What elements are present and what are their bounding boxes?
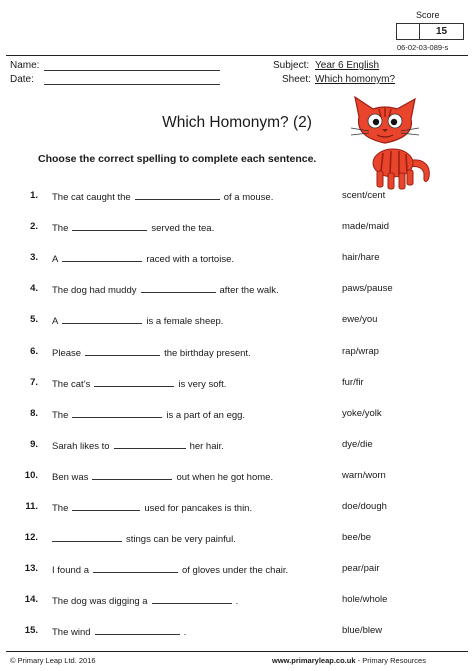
question-sentence xyxy=(52,314,223,327)
sentence-before-gap: The xyxy=(52,409,69,421)
question-sentence xyxy=(52,408,245,421)
question-sentence xyxy=(52,625,186,638)
sentence-after-gap: used for pancakes is thin. xyxy=(144,503,253,514)
question-sentence xyxy=(52,470,273,483)
footer-resources: Primary Resources xyxy=(362,656,426,665)
sentence-before-gap: I found a xyxy=(52,565,89,577)
question-row xyxy=(0,408,474,422)
top-divider xyxy=(6,55,468,56)
score-label: Score xyxy=(416,10,440,20)
sentence-before-gap: Ben was xyxy=(52,471,89,483)
question-row xyxy=(0,221,474,235)
sentence-after-gap: out when he got home. xyxy=(176,471,274,483)
sheet-label: Sheet: xyxy=(282,74,311,85)
answer-blank[interactable] xyxy=(95,625,180,635)
page-title: Which Homonym? (2) xyxy=(162,114,312,131)
answer-blank[interactable] xyxy=(52,532,122,542)
spelling-choices: yoke/yolk xyxy=(342,407,382,419)
subject-label: Subject: xyxy=(273,60,310,71)
question-number: 5. xyxy=(30,314,38,326)
bottom-divider xyxy=(6,651,468,652)
question-row xyxy=(0,439,474,453)
sentence-before-gap: A xyxy=(52,254,59,266)
question-row xyxy=(0,470,474,484)
question-number: 13. xyxy=(24,563,38,575)
answer-blank[interactable] xyxy=(72,221,147,231)
spelling-choices: warn/worn xyxy=(342,469,386,481)
spelling-choices: hair/hare xyxy=(342,252,380,264)
spelling-choices: rap/wrap xyxy=(342,345,379,357)
sentence-after-gap: the birthday present. xyxy=(164,347,251,359)
question-row xyxy=(0,532,474,546)
spelling-choices: paws/pause xyxy=(342,283,393,295)
answer-blank[interactable] xyxy=(85,346,160,356)
answer-blank[interactable] xyxy=(135,190,220,200)
sentence-after-gap: is very soft. xyxy=(178,378,227,390)
question-row xyxy=(0,563,474,577)
question-number: 8. xyxy=(30,407,38,419)
question-row xyxy=(0,314,474,328)
answer-blank[interactable] xyxy=(152,594,232,604)
question-sentence xyxy=(52,221,214,234)
question-number: 11. xyxy=(25,501,38,512)
score-box xyxy=(396,23,464,40)
sentence-before-gap: The dog had muddy xyxy=(52,285,137,297)
answer-blank[interactable] xyxy=(141,283,216,293)
date-label: Date: xyxy=(10,74,34,85)
spelling-choices: ewe/you xyxy=(342,314,378,326)
score-blank-cell xyxy=(397,24,420,39)
sentence-after-gap: of a mouse. xyxy=(223,192,274,203)
question-sentence xyxy=(52,377,226,390)
question-number: 14. xyxy=(24,594,38,606)
question-sentence xyxy=(52,563,288,576)
question-sentence xyxy=(52,594,238,607)
sentence-before-gap: The dog was digging a xyxy=(52,596,148,608)
question-number: 1. xyxy=(30,190,38,201)
question-sentence xyxy=(52,252,234,265)
spelling-choices: doe/dough xyxy=(342,501,387,512)
sentence-after-gap: is a female sheep. xyxy=(146,316,224,328)
question-sentence xyxy=(52,501,252,514)
cat-illustration-icon xyxy=(345,95,440,195)
name-field[interactable] xyxy=(44,70,220,71)
spelling-choices: pear/pair xyxy=(342,563,380,575)
question-sentence xyxy=(52,439,224,452)
question-number: 10. xyxy=(24,469,38,481)
sentence-before-gap: The xyxy=(52,223,69,235)
question-row xyxy=(0,377,474,391)
sentence-after-gap: served the tea. xyxy=(151,223,215,235)
spelling-choices: made/maid xyxy=(342,221,389,233)
spelling-choices: fur/fir xyxy=(342,376,364,388)
footer-copyright: © Primary Leap Ltd. 2016 xyxy=(10,656,96,665)
name-label: Name: xyxy=(10,60,40,71)
question-number: 7. xyxy=(30,376,38,388)
answer-blank[interactable] xyxy=(94,377,174,387)
answer-blank[interactable] xyxy=(92,470,172,480)
sheet-value: Which homonym? xyxy=(315,74,396,85)
sentence-before-gap: The xyxy=(52,503,69,514)
sentence-after-gap: of gloves under the chair. xyxy=(181,565,289,577)
subject-value: Year 6 English xyxy=(315,60,380,71)
sentence-before-gap: A xyxy=(52,316,59,328)
question-row xyxy=(0,346,474,360)
question-number: 15. xyxy=(24,625,38,637)
question-number: 4. xyxy=(30,283,38,295)
answer-blank[interactable] xyxy=(72,408,162,418)
question-row xyxy=(0,594,474,608)
answer-blank[interactable] xyxy=(62,252,142,262)
sentence-before-gap: Sarah likes to xyxy=(52,440,110,452)
sheet-code: 06-02-03-089-s xyxy=(397,43,449,52)
instructions: Choose the correct spelling to complete each sentence. xyxy=(38,153,317,165)
question-number: 2. xyxy=(30,221,38,233)
question-row xyxy=(0,625,474,639)
sentence-after-gap: raced with a tortoise. xyxy=(146,254,234,266)
question-sentence xyxy=(52,190,273,203)
spelling-choices: bee/be xyxy=(342,532,372,544)
question-number: 3. xyxy=(30,252,38,264)
question-row xyxy=(0,283,474,297)
spelling-choices: scent/cent xyxy=(342,190,386,201)
question-number: 6. xyxy=(30,345,38,357)
spelling-choices: hole/whole xyxy=(342,594,388,606)
question-sentence xyxy=(52,283,279,296)
sentence-after-gap: her hair. xyxy=(189,440,224,452)
spelling-choices: blue/blew xyxy=(342,625,383,637)
question-row xyxy=(0,501,474,515)
footer-links xyxy=(272,656,426,665)
question-sentence xyxy=(52,346,251,359)
sentence-after-gap: stings can be very painful. xyxy=(126,534,236,546)
question-row xyxy=(0,252,474,266)
answer-blank[interactable] xyxy=(62,314,142,324)
sentence-before-gap: The cat caught the xyxy=(52,192,131,203)
sentence-before-gap: Please xyxy=(52,347,82,359)
sentence-before-gap: The wind xyxy=(52,627,91,639)
sentence-after-gap: . xyxy=(235,596,239,608)
question-number: 9. xyxy=(30,438,38,450)
footer-separator: - xyxy=(357,656,361,665)
footer-website[interactable]: www.primaryleap.co.uk xyxy=(272,656,356,665)
sentence-after-gap: after the walk. xyxy=(219,285,279,297)
sentence-after-gap: . xyxy=(183,627,187,639)
question-sentence xyxy=(52,532,236,545)
question-row xyxy=(0,190,474,204)
date-field[interactable] xyxy=(44,84,220,85)
answer-blank[interactable] xyxy=(114,439,186,449)
answer-blank[interactable] xyxy=(93,563,178,573)
sentence-before-gap: The cat’s xyxy=(52,378,91,390)
score-value: 15 xyxy=(435,26,448,37)
sentence-after-gap: is a part of an egg. xyxy=(166,409,246,421)
answer-blank[interactable] xyxy=(72,501,140,511)
question-number: 12. xyxy=(24,532,38,544)
spelling-choices: dye/die xyxy=(342,438,373,450)
